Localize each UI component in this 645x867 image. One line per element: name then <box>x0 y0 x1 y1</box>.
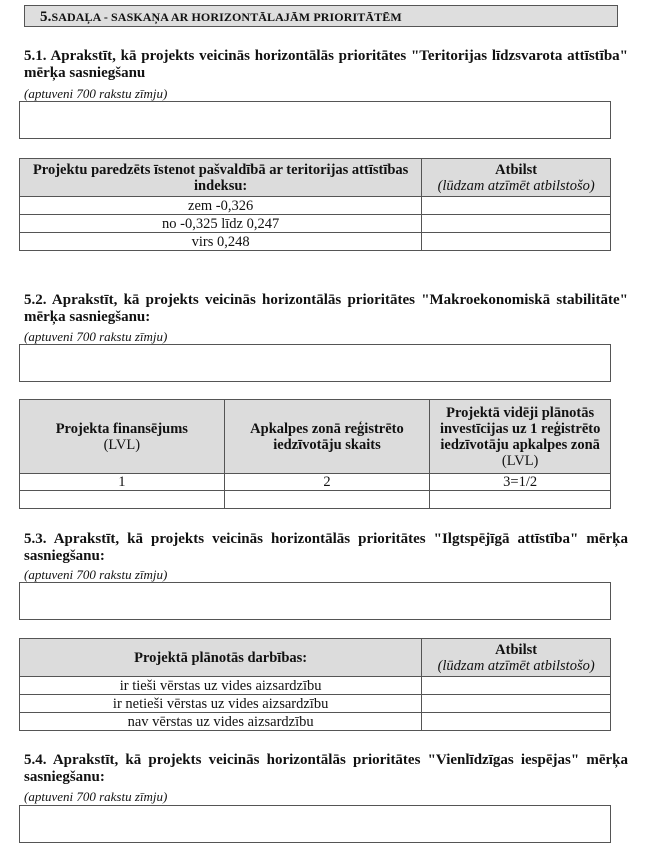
residents-input-cell[interactable] <box>224 491 430 509</box>
table-row <box>20 474 611 491</box>
territory-match-cell[interactable] <box>422 233 611 251</box>
question-5-2: 5.2. Aprakstīt, kā projekts veicinās horizontālās prioritātes "Makroekonomiskā stabilitāte" mērķa sasniegšanu: <box>24 292 628 325</box>
table-row <box>20 491 611 509</box>
financing-table <box>19 399 611 509</box>
territory-match-cell[interactable] <box>422 197 611 215</box>
section-header <box>24 5 618 27</box>
table-row <box>20 233 611 251</box>
question-5-4: 5.4. Aprakstīt, kā projekts veicinās horizontālās prioritātes "Vienlīdzīgas iespējas" mērķa sasniegšanu: <box>24 752 628 785</box>
question-5-1: 5.1. Aprakstīt, kā projekts veicinās horizontālās prioritātes "Teritorijas līdzsvarota attīstība" mērķa sasniegšanu <box>24 48 628 81</box>
answer-5-2-field[interactable] <box>19 344 611 382</box>
question-5-4-hint: (aptuveni 700 rakstu zīmju) <box>24 789 168 804</box>
table-row <box>20 713 611 731</box>
territory-index-option: no -0,325 līdz 0,247 <box>20 215 422 233</box>
territory-index-option: zem -0,326 <box>20 197 422 215</box>
column-index: 3=1/2 <box>430 474 611 491</box>
territory-match-cell[interactable] <box>422 215 611 233</box>
table-row <box>20 215 611 233</box>
answer-5-1-field[interactable] <box>19 101 611 139</box>
activity-option: ir tieši vērstas uz vides aizsardzību <box>20 677 422 695</box>
investment-per-resident-header <box>430 400 611 474</box>
activity-option: nav vērstas uz vides aizsardzību <box>20 713 422 731</box>
section-title-sadala: SADAĻA <box>51 10 101 24</box>
financing-header <box>20 400 225 474</box>
answer-5-3-field[interactable] <box>19 582 611 620</box>
activity-match-cell[interactable] <box>422 713 611 731</box>
table-row <box>20 677 611 695</box>
section-number: 5. <box>40 9 52 25</box>
activities-table <box>19 638 611 731</box>
activity-match-cell[interactable] <box>422 695 611 713</box>
question-5-3: 5.3. Aprakstīt, kā projekts veicinās horizontālās prioritātes "Ilgtspējīgā attīstība" mērķa sasniegšanu: <box>24 531 628 564</box>
investment-header-title: Projektā vidēji plānotās investīcijas uz 1 reģistrēto iedzīvotāju apkalpes zonā <box>439 404 601 453</box>
territory-index-header: Projektu paredzēts īstenot pašvaldībā ar teritorijas attīstības indeksu: <box>20 159 422 197</box>
activities-match-title: Atbilst <box>495 641 538 658</box>
question-5-2-hint: (aptuveni 700 rakstu zīmju) <box>24 329 168 344</box>
financing-header-title: Projekta finansējums <box>55 420 188 437</box>
activities-match-subtitle: (lūdzam atzīmēt atbilstošo) <box>437 657 595 674</box>
activity-option: ir netieši vērstas uz vides aizsardzību <box>20 695 422 713</box>
investment-header-unit: (LVL) <box>501 452 539 469</box>
residents-header: Apkalpes zonā reģistrēto iedzīvotāju skaits <box>224 400 430 474</box>
column-index: 1 <box>20 474 225 491</box>
section-title-separator: - <box>100 10 112 24</box>
section-title: SASKAŅA AR HORIZONTĀLAJĀM PRIORITĀTĒM <box>111 10 402 24</box>
question-5-3-hint: (aptuveni 700 rakstu zīmju) <box>24 567 168 582</box>
question-5-1-hint: (aptuveni 700 rakstu zīmju) <box>24 86 168 101</box>
territory-match-subtitle: (lūdzam atzīmēt atbilstošo) <box>437 177 595 194</box>
table-row <box>20 695 611 713</box>
territory-index-table <box>19 158 611 251</box>
activity-match-cell[interactable] <box>422 677 611 695</box>
financing-input-cell[interactable] <box>20 491 225 509</box>
answer-5-4-field[interactable] <box>19 805 611 843</box>
financing-header-unit: (LVL) <box>103 436 141 453</box>
column-index: 2 <box>224 474 430 491</box>
territory-match-title: Atbilst <box>495 161 538 178</box>
territory-index-option: virs 0,248 <box>20 233 422 251</box>
territory-match-header <box>422 159 611 197</box>
investment-input-cell[interactable] <box>430 491 611 509</box>
table-row <box>20 197 611 215</box>
activities-match-header <box>422 639 611 677</box>
activities-header: Projektā plānotās darbības: <box>20 639 422 677</box>
